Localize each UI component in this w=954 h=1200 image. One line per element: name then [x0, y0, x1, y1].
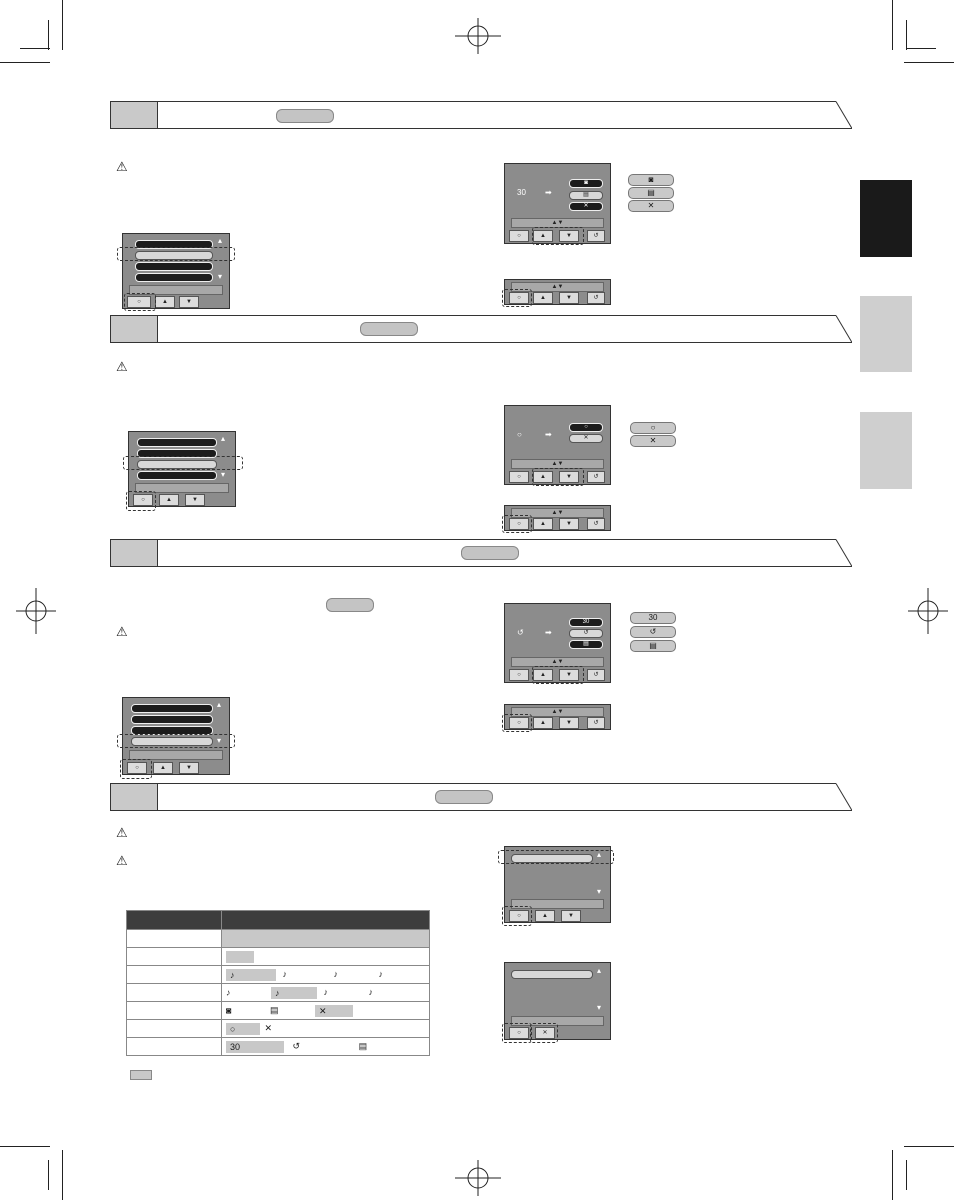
- down-button[interactable]: ▼: [559, 230, 579, 242]
- highlight-frame: [502, 289, 532, 307]
- crop-mark: [906, 48, 936, 49]
- note-icon: ♪: [323, 986, 329, 997]
- note-icon: ♪: [378, 968, 384, 979]
- scroll-up-icon: ▴: [597, 850, 602, 859]
- up-button[interactable]: ▲: [159, 494, 179, 506]
- registration-mark: [908, 588, 948, 634]
- registration-mark: [455, 1160, 501, 1196]
- camera-icon: ◙: [628, 174, 674, 186]
- registration-mark: [455, 18, 501, 54]
- table-row: [127, 1020, 430, 1038]
- scroll-up-icon: ▴: [597, 966, 602, 975]
- crop-mark: [0, 1146, 50, 1147]
- repeat-icon: ↺: [630, 626, 676, 638]
- back-button[interactable]: ↺: [587, 292, 605, 304]
- section-number-box: [110, 101, 158, 129]
- option-30[interactable]: 30: [569, 618, 603, 627]
- back-button[interactable]: ↺: [587, 669, 605, 681]
- x-icon: ✕: [630, 435, 676, 447]
- x-icon: ✕: [264, 1022, 273, 1033]
- back-button[interactable]: ↺: [587, 230, 605, 242]
- highlight-frame: [117, 734, 235, 748]
- select-button[interactable]: ○: [127, 296, 151, 308]
- note-icon: ♪: [271, 987, 317, 999]
- repeat-icon: ↺: [517, 628, 524, 637]
- up-button[interactable]: ▲: [533, 292, 553, 304]
- section-number-box: [110, 315, 158, 343]
- crop-mark: [904, 1146, 954, 1147]
- scroll-down-icon: ▾: [597, 887, 602, 896]
- crop-mark: [62, 0, 63, 50]
- table-row: [127, 966, 430, 984]
- thirty-icon: 30: [226, 1041, 284, 1053]
- scroll-down-icon: ▾: [597, 1003, 602, 1012]
- up-button[interactable]: ▲: [155, 296, 175, 308]
- highlight-frame: [502, 906, 532, 926]
- section-number-box: [110, 539, 158, 567]
- cancel-button[interactable]: ✕: [535, 1027, 555, 1039]
- highlight-frame: [532, 468, 584, 486]
- vibrate-icon: [326, 598, 374, 612]
- arrow-right-icon: ➡: [545, 628, 552, 637]
- table-header: [127, 911, 430, 930]
- note-icon: ♪: [226, 986, 231, 997]
- section-banner: [110, 315, 852, 343]
- option-vibrate[interactable]: ▤: [569, 640, 603, 649]
- note-icon: ♪: [368, 986, 374, 997]
- down-button[interactable]: ▼: [559, 669, 579, 681]
- crop-mark: [906, 20, 907, 50]
- scroll-down-icon: ▾: [221, 470, 226, 479]
- menu-row-selected: [511, 970, 593, 979]
- crop-mark: [20, 48, 50, 49]
- hint-bar: ▲▼: [511, 707, 604, 717]
- hint-bar: ▲▼: [511, 218, 604, 228]
- option-on[interactable]: ○: [569, 423, 603, 432]
- side-tab-active: [860, 180, 912, 257]
- arrow-right-icon: ➡: [545, 188, 552, 197]
- scroll-down-icon: ▾: [218, 272, 223, 281]
- vibrate-icon: ▤: [630, 640, 676, 652]
- warning-icon: ⚠: [116, 853, 128, 868]
- mode-pill: [435, 790, 493, 804]
- legend-swatch: [130, 1070, 152, 1080]
- phone-memory-icon: ▤: [269, 1004, 279, 1015]
- circle-icon: ○: [630, 422, 676, 434]
- camera-icon: ◙: [226, 1004, 232, 1015]
- crop-mark: [48, 20, 49, 50]
- crop-mark: [62, 1150, 63, 1200]
- highlight-frame: [502, 515, 532, 533]
- crop-mark: [892, 0, 893, 50]
- crop-mark: [892, 1150, 893, 1200]
- hint-bar: ▲▼: [511, 508, 604, 518]
- select-button[interactable]: ○: [509, 910, 529, 922]
- note-icon: ♪: [226, 969, 276, 981]
- down-button[interactable]: ▼: [559, 292, 579, 304]
- highlight-frame: [502, 1023, 532, 1043]
- highlight-frame: [502, 714, 532, 732]
- hint-bar: ▲▼: [511, 282, 604, 292]
- select-button[interactable]: ○: [509, 230, 529, 242]
- option-none[interactable]: ✕: [569, 202, 603, 211]
- thirty-icon: 30: [630, 612, 676, 624]
- back-button[interactable]: ↺: [587, 717, 605, 729]
- select-button[interactable]: ○: [133, 494, 153, 506]
- table-row: [127, 948, 430, 966]
- menu-row: [135, 262, 213, 271]
- option-camera[interactable]: ◙: [569, 179, 603, 188]
- menu-row: [135, 273, 213, 282]
- up-button[interactable]: ▲: [533, 518, 553, 530]
- highlight-frame: [498, 850, 614, 864]
- scroll-up-icon: ▴: [218, 236, 223, 245]
- down-button[interactable]: ▼: [561, 910, 581, 922]
- section-number-box: [110, 783, 158, 811]
- menu-row: [131, 715, 213, 724]
- select-button[interactable]: ○: [509, 471, 529, 483]
- option-repeat[interactable]: ↺: [569, 629, 603, 638]
- table-row: [127, 984, 430, 1002]
- mode-pill: [276, 109, 334, 123]
- mode-pill: [360, 322, 418, 336]
- warning-icon: ⚠: [116, 624, 128, 639]
- side-tab: [860, 412, 912, 489]
- hint-bar: ▲▼: [511, 459, 604, 469]
- back-button[interactable]: ↺: [587, 518, 605, 530]
- crop-mark: [48, 1160, 49, 1190]
- table-row: [127, 1002, 430, 1020]
- x-icon: ✕: [628, 200, 674, 212]
- select-button[interactable]: ○: [509, 518, 529, 530]
- highlight-frame: [532, 227, 584, 245]
- vibrate-icon: 30: [517, 188, 526, 197]
- scroll-down-icon: ▾: [217, 736, 222, 745]
- up-button[interactable]: ▲: [535, 910, 555, 922]
- up-button[interactable]: ▲: [533, 471, 553, 483]
- highlight-frame: [117, 247, 235, 261]
- select-button[interactable]: ○: [127, 762, 147, 774]
- select-button[interactable]: ○: [509, 292, 529, 304]
- highlight-frame: [120, 759, 152, 779]
- down-button[interactable]: ▼: [559, 717, 579, 729]
- select-button[interactable]: ○: [509, 717, 529, 729]
- highlight-frame: [532, 666, 584, 684]
- down-button[interactable]: ▼: [559, 518, 579, 530]
- vibrate-icon: ▤: [358, 1040, 368, 1051]
- down-button[interactable]: ▼: [179, 762, 199, 774]
- arrow-right-icon: ➡: [545, 430, 552, 439]
- back-button[interactable]: ↺: [587, 471, 605, 483]
- defaults-table: [126, 910, 430, 1056]
- table-row: [127, 930, 430, 948]
- registration-mark: [16, 588, 56, 634]
- hint-bar: ▲▼: [511, 657, 604, 667]
- menu-row: [131, 704, 213, 713]
- mode-pill: [461, 546, 519, 560]
- option-off[interactable]: ✕: [569, 434, 603, 443]
- menu-row: [137, 471, 217, 480]
- scroll-up-icon: ▴: [217, 700, 222, 709]
- warning-icon: ⚠: [116, 825, 128, 840]
- up-button[interactable]: ▲: [533, 230, 553, 242]
- highlight-frame: [123, 456, 243, 470]
- note-icon: ♪: [282, 968, 288, 979]
- section-banner: [110, 101, 852, 129]
- menu-row: [137, 438, 217, 447]
- down-button[interactable]: ▼: [185, 494, 205, 506]
- crop-mark: [0, 62, 50, 63]
- highlight-frame: [530, 1023, 558, 1043]
- repeat-icon: ↺: [292, 1040, 301, 1051]
- down-button[interactable]: ▼: [559, 471, 579, 483]
- option-memory[interactable]: ▤: [569, 191, 603, 200]
- highlight-frame: [126, 491, 156, 511]
- select-button[interactable]: ○: [509, 1027, 529, 1039]
- table-row: [127, 1038, 430, 1056]
- up-button[interactable]: ▲: [153, 762, 173, 774]
- up-button[interactable]: ▲: [533, 717, 553, 729]
- warning-icon: ⚠: [116, 159, 128, 174]
- x-icon: ✕: [315, 1005, 353, 1017]
- crop-mark: [904, 62, 954, 63]
- crop-mark: [906, 1160, 907, 1190]
- circle-icon: ○: [226, 1023, 260, 1035]
- highlight-frame: [124, 293, 156, 311]
- up-button[interactable]: ▲: [533, 669, 553, 681]
- key-icon: ○: [517, 430, 522, 439]
- warning-icon: ⚠: [116, 359, 128, 374]
- phone-memory-icon: ▤: [628, 187, 674, 199]
- side-tab: [860, 296, 912, 372]
- note-icon: ♪: [333, 968, 339, 979]
- select-button[interactable]: ○: [509, 669, 529, 681]
- down-button[interactable]: ▼: [179, 296, 199, 308]
- scroll-up-icon: ▴: [221, 434, 226, 443]
